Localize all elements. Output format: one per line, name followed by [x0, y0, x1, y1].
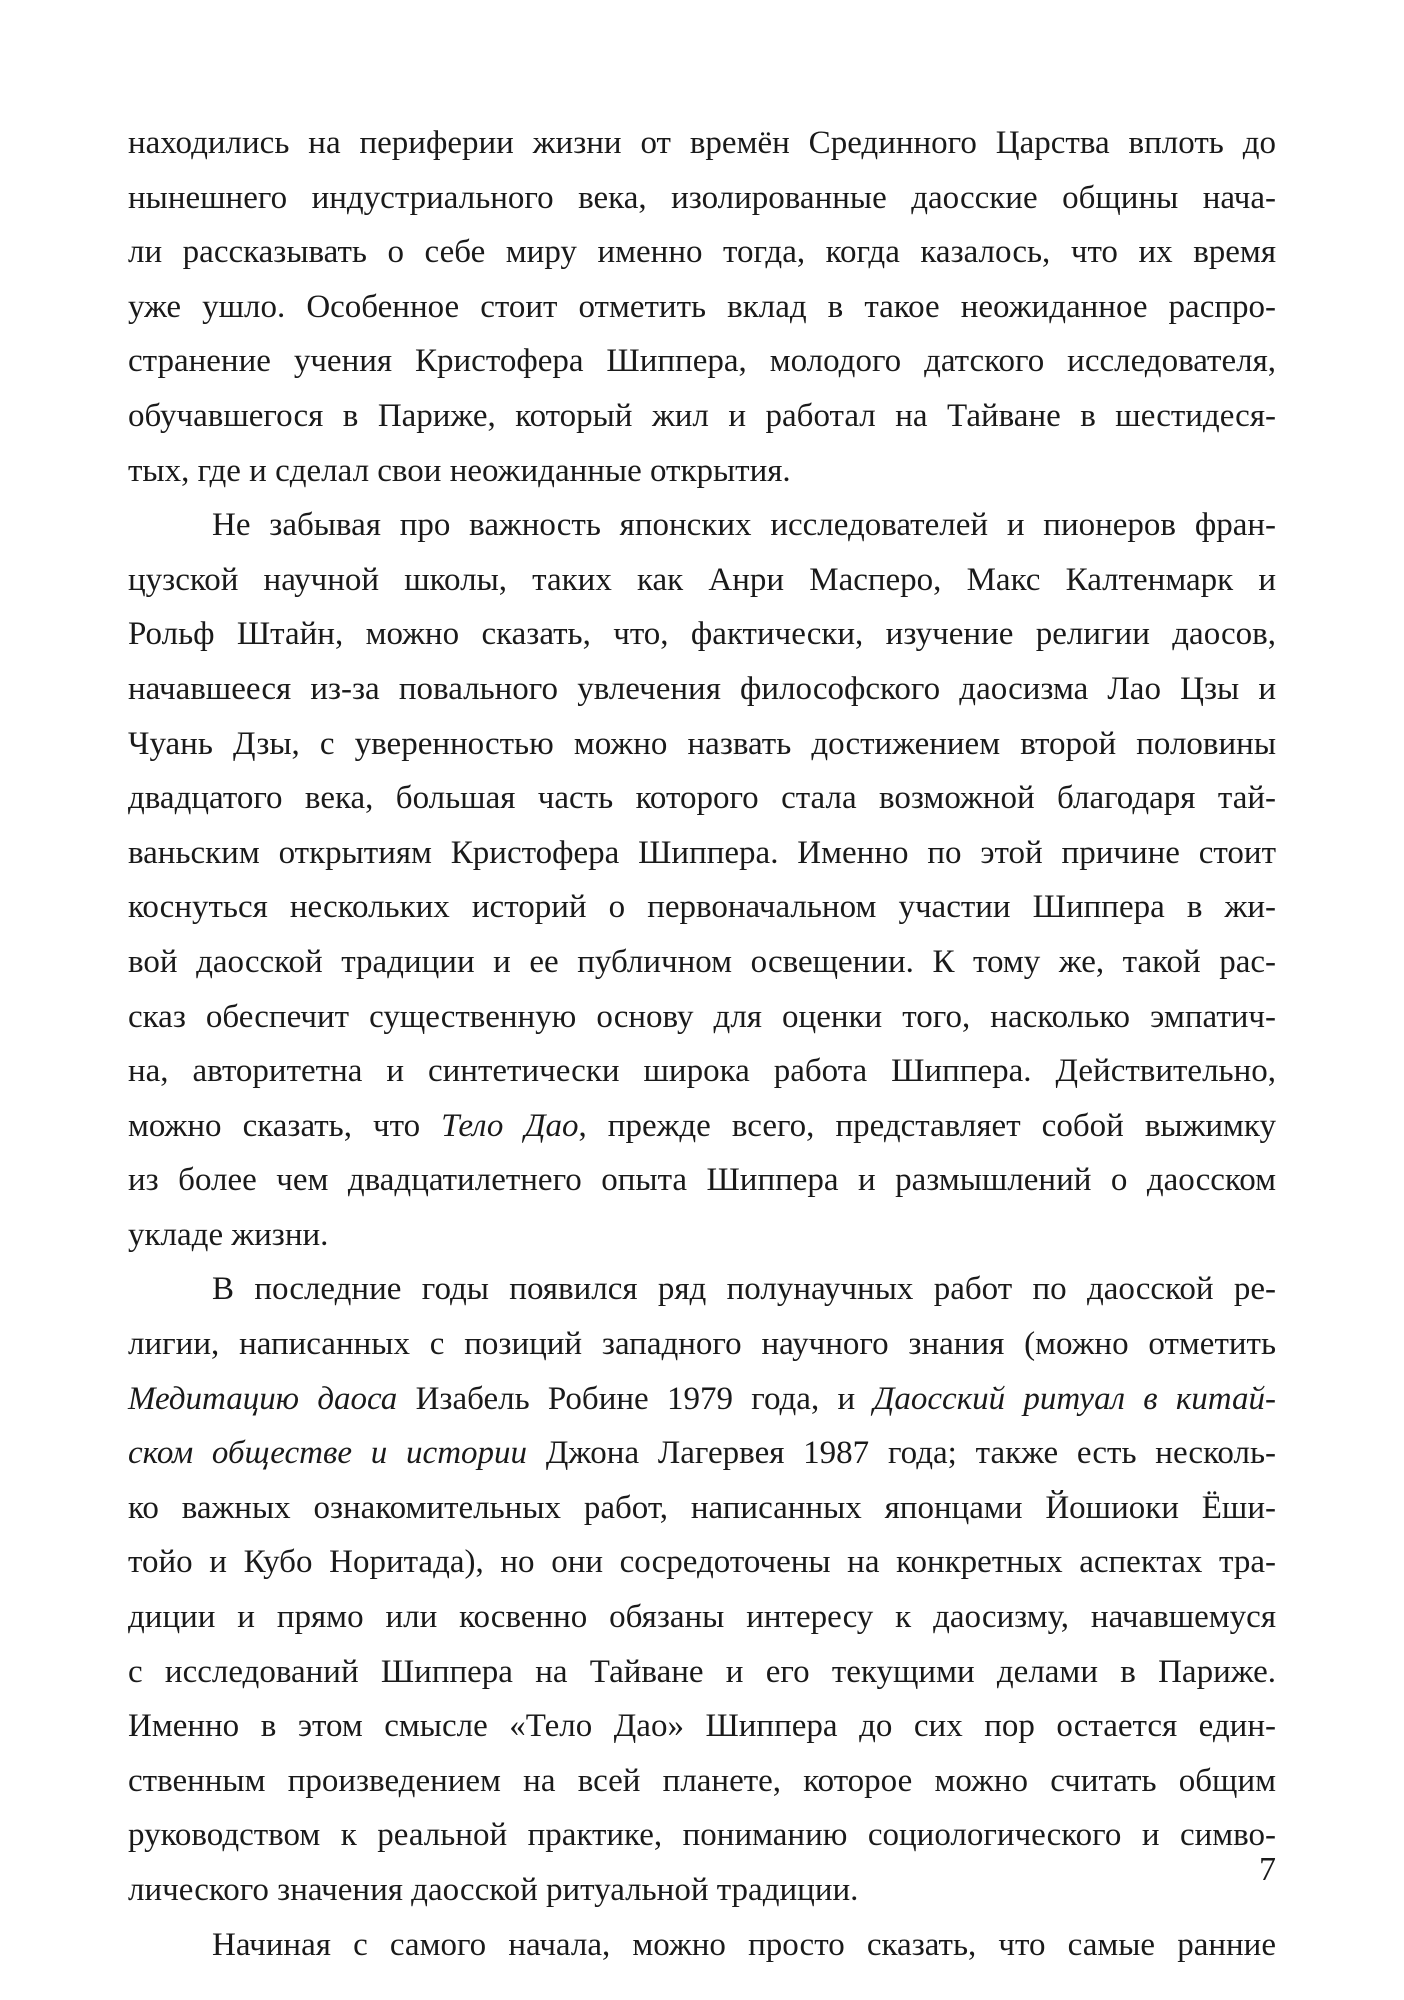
text-line: [128, 334, 1276, 389]
text-line: [128, 1754, 1276, 1809]
text-line: [128, 444, 1276, 499]
text-segment: , прежде всего, представляет собой выжимку: [578, 1107, 1276, 1144]
text-segment: из более чем двадцатилетнего опыта Шиппера и размышлений о даосском: [128, 1162, 1276, 1199]
text-segment: находились на периферии жизни от времён Срединного Царства вплоть до: [128, 125, 1276, 161]
text-segment: начавшееся из-за повального увлечения философского даосизма Лао Цзы и: [128, 670, 1276, 707]
text-segment: В последние годы появился ряд полунаучных работ по даосской ре-: [212, 1271, 1276, 1308]
text-segment: Не забывая про важность японских исследователей и пионеров фран-: [212, 507, 1276, 544]
text-segment: руководством к реальной практике, пониманию социологического и симво-: [128, 1817, 1276, 1854]
italic-title-text: ском обществе и истории: [128, 1435, 528, 1472]
text-line: [128, 1044, 1276, 1099]
text-line: [128, 553, 1276, 608]
text-segment: тойо и Кубо Норитада), но они сосредоточены на конкретных аспектах тра-: [128, 1544, 1276, 1581]
text-line: [128, 771, 1276, 826]
italic-title-text: Тело Дао: [441, 1107, 579, 1144]
text-segment: Именно в этом смысле «Тело Дао» Шиппера до сих пор остается един-: [128, 1708, 1276, 1745]
text-segment: ственным произведением на всей планете, которое можно считать общим: [128, 1762, 1276, 1799]
text-segment: лигии, написанных с позиций западного научного знания (можно отметить: [128, 1326, 1276, 1363]
italic-title-text: Медитацию даоса: [128, 1380, 398, 1417]
text-line: [128, 1262, 1276, 1317]
text-segment: коснуться нескольких историй о первоначальном участии Шиппера в жи-: [128, 889, 1276, 926]
text-segment: странение учения Кристофера Шиппера, молодого датского исследователя,: [128, 343, 1276, 380]
text-line: [128, 1699, 1276, 1754]
text-line: [128, 990, 1276, 1045]
text-line: [128, 1645, 1276, 1700]
text-line: [128, 1317, 1276, 1372]
text-segment: укладе жизни.: [128, 1216, 329, 1253]
text-line: [128, 1372, 1276, 1427]
text-segment: двадцатого века, большая часть которого стала возможной благодаря тай-: [128, 780, 1276, 817]
text-segment: нынешнего индустриального века, изолированные даосские общины нача-: [128, 179, 1276, 216]
text-segment: ли рассказывать о себе миру именно тогда, когда казалось, что их время: [128, 234, 1276, 271]
text-line: [128, 1590, 1276, 1645]
text-segment: цузской научной школы, таких как Анри Масперо, Макс Калтенмарк и: [128, 561, 1276, 598]
text-line: [128, 389, 1276, 444]
text-line: [128, 826, 1276, 881]
text-line: [128, 1918, 1276, 1973]
text-line: [128, 1535, 1276, 1590]
italic-title-text: Даосский ритуал в китай-: [873, 1380, 1276, 1417]
text-line: [128, 662, 1276, 717]
text-segment: обучавшегося в Париже, который жил и работал на Тайване в шестидеся-: [128, 397, 1276, 434]
text-line: [128, 116, 1276, 171]
text-line: [128, 1863, 1276, 1918]
text-segment: диции и прямо или косвенно обязаны интересу к даосизму, начавшемуся: [128, 1599, 1276, 1636]
text-line: [128, 1426, 1276, 1481]
text-segment: тых, где и сделал свои неожиданные открытия.: [128, 452, 791, 489]
text-segment: Чуань Дзы, с уверенностью можно назвать достижением второй половины: [128, 725, 1276, 762]
text-segment: Джона Лагервея 1987 года; также есть несколь-: [527, 1435, 1276, 1472]
text-line: [128, 717, 1276, 772]
text-line: [128, 1481, 1276, 1536]
text-segment: Начиная с самого начала, можно просто сказать, что самые ранние: [212, 1926, 1276, 1963]
text-line: [128, 935, 1276, 990]
text-segment: сказ обеспечит существенную основу для оценки того, насколько эмпатич-: [128, 998, 1276, 1035]
text-line: [128, 880, 1276, 935]
text-line: [128, 225, 1276, 280]
body-text: [128, 116, 1276, 1972]
text-segment: можно сказать, что: [128, 1107, 442, 1144]
text-segment: на, авторитетна и синтетически широка работа Шиппера. Действительно,: [128, 1053, 1276, 1090]
page-number: 7: [1259, 1851, 1276, 1888]
text-line: [128, 280, 1276, 335]
text-segment: ваньским открытиям Кристофера Шиппера. Именно по этой причине стоит: [128, 834, 1276, 871]
text-line: [128, 607, 1276, 662]
text-segment: Изабель Робине 1979 года, и: [397, 1380, 874, 1417]
text-segment: лического значения даосской ритуальной традиции.: [128, 1872, 859, 1908]
text-segment: Рольф Штайн, можно сказать, что, фактически, изучение религии даосов,: [128, 616, 1276, 653]
text-segment: вой даосской традиции и ее публичном освещении. К тому же, такой рас-: [128, 943, 1276, 980]
text-segment: уже ушло. Особенное стоит отметить вклад в такое неожиданное распро-: [128, 288, 1276, 325]
text-segment: ко важных ознакомительных работ, написанных японцами Йошиоки Ёши-: [128, 1489, 1276, 1526]
text-line: [128, 1099, 1276, 1154]
text-segment: с исследований Шиппера на Тайване и его текущими делами в Париже.: [128, 1653, 1276, 1690]
text-line: [128, 498, 1276, 553]
text-line: [128, 1208, 1276, 1263]
text-line: [128, 1808, 1276, 1863]
text-line: [128, 171, 1276, 226]
text-line: [128, 1153, 1276, 1208]
